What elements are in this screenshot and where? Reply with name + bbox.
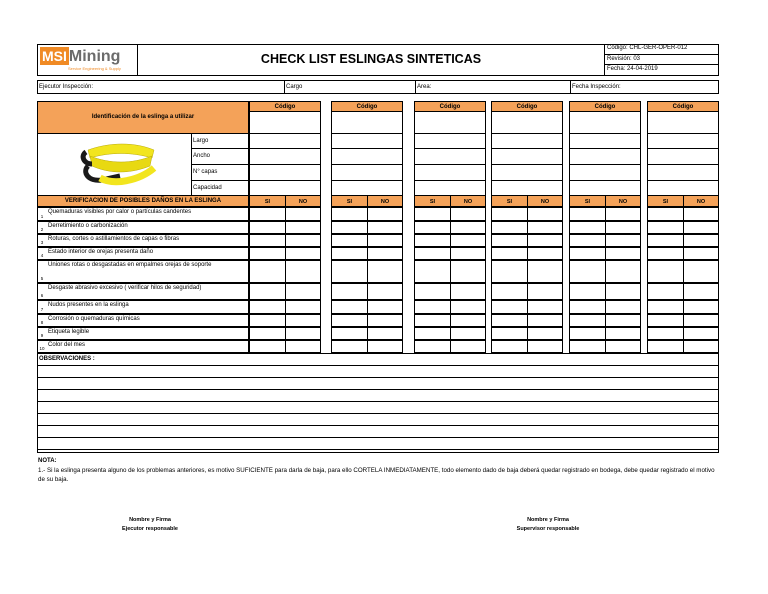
no-checkbox-cell[interactable] — [367, 300, 403, 314]
si-checkbox-cell[interactable] — [414, 300, 451, 314]
no-checkbox-cell[interactable] — [367, 314, 403, 327]
no-checkbox-cell[interactable] — [450, 314, 486, 327]
si-checkbox-cell[interactable] — [569, 207, 606, 221]
doc-meta — [604, 44, 719, 76]
si-checkbox-cell[interactable] — [249, 234, 286, 247]
info-divider — [415, 80, 416, 94]
ident-value-cell[interactable] — [647, 133, 719, 149]
si-checkbox-cell[interactable] — [331, 283, 368, 300]
no-checkbox-cell[interactable] — [527, 300, 563, 314]
si-checkbox-cell[interactable] — [249, 247, 286, 260]
verif-item-row — [37, 260, 249, 283]
no-checkbox-cell[interactable] — [367, 327, 403, 340]
verif-item-text: Desgaste abrasivo excesivo ( verificar hilos de seguridad) — [48, 285, 202, 291]
si-checkbox-cell[interactable] — [647, 207, 684, 221]
ident-title: Identificación de la eslinga a utilizar — [91, 114, 195, 120]
si-checkbox-cell[interactable] — [249, 340, 286, 353]
no-checkbox-cell[interactable] — [450, 247, 486, 260]
firma-left-name: Nombre y Firma — [129, 517, 171, 523]
verif-item-text: Quemaduras visibles por calor o partículas candentes — [48, 209, 192, 215]
no-checkbox-cell[interactable] — [605, 300, 641, 314]
ident-value-cell[interactable] — [647, 180, 719, 196]
no-checkbox-cell[interactable] — [527, 207, 563, 221]
si-checkbox-cell[interactable] — [491, 221, 528, 234]
si-checkbox-cell[interactable] — [249, 300, 286, 314]
observaciones-line[interactable] — [37, 425, 719, 426]
no-checkbox-cell[interactable] — [605, 247, 641, 260]
verif-item-number: 5 — [40, 276, 44, 281]
observaciones-line[interactable] — [37, 437, 719, 438]
verif-item-number: 10 — [39, 346, 45, 351]
no-checkbox-cell[interactable] — [285, 260, 321, 283]
firma-right-role: Supervisor responsable — [516, 526, 580, 532]
info-divider — [284, 80, 285, 94]
si-checkbox-cell[interactable] — [414, 283, 451, 300]
verif-item-row — [37, 327, 249, 340]
ident-value-cell[interactable] — [647, 148, 719, 165]
si-checkbox-cell[interactable] — [331, 300, 368, 314]
no-checkbox-cell[interactable] — [527, 260, 563, 283]
si-checkbox-cell[interactable] — [647, 260, 684, 283]
si-checkbox-cell[interactable] — [491, 327, 528, 340]
no-checkbox-cell[interactable] — [605, 221, 641, 234]
ident-value-cell[interactable] — [249, 164, 321, 181]
no-checkbox-cell[interactable] — [450, 207, 486, 221]
si-checkbox-cell[interactable] — [414, 234, 451, 247]
no-checkbox-cell[interactable] — [683, 234, 719, 247]
ident-labels — [191, 133, 249, 197]
si-header: SI — [491, 195, 528, 207]
codigo-header: Código — [647, 101, 719, 112]
ident-value-cell[interactable] — [414, 148, 486, 165]
no-checkbox-cell[interactable] — [527, 314, 563, 327]
no-checkbox-cell[interactable] — [285, 247, 321, 260]
verif-item-text: Roturas, cortes o astillamientos de capas o fibras — [48, 236, 180, 242]
si-checkbox-cell[interactable] — [331, 260, 368, 283]
no-checkbox-cell[interactable] — [367, 207, 403, 221]
codigo-header: Código — [249, 101, 321, 112]
si-checkbox-cell[interactable] — [491, 247, 528, 260]
ident-value-cell[interactable] — [647, 164, 719, 181]
si-checkbox-cell[interactable] — [491, 283, 528, 300]
verif-item-number: 4 — [40, 253, 44, 258]
no-checkbox-cell[interactable] — [605, 207, 641, 221]
si-checkbox-cell[interactable] — [331, 327, 368, 340]
si-checkbox-cell[interactable] — [647, 234, 684, 247]
logo-msi: MSI — [42, 48, 67, 64]
no-checkbox-cell[interactable] — [605, 327, 641, 340]
no-checkbox-cell[interactable] — [683, 260, 719, 283]
observaciones-label: OBSERVACIONES : — [39, 356, 95, 362]
si-checkbox-cell[interactable] — [491, 300, 528, 314]
doc-revision: Revisión: 03 — [605, 55, 719, 65]
si-header: SI — [569, 195, 606, 207]
no-checkbox-cell[interactable] — [683, 300, 719, 314]
si-checkbox-cell[interactable] — [647, 247, 684, 260]
verif-item-row — [37, 221, 249, 234]
no-checkbox-cell[interactable] — [683, 327, 719, 340]
ident-value-cell[interactable] — [491, 133, 563, 149]
observaciones-line[interactable] — [37, 449, 719, 450]
ident-value-cell[interactable] — [491, 148, 563, 165]
verif-item-number: 7 — [40, 307, 44, 312]
si-checkbox-cell[interactable] — [249, 221, 286, 234]
si-checkbox-cell[interactable] — [249, 314, 286, 327]
si-checkbox-cell[interactable] — [414, 247, 451, 260]
si-checkbox-cell[interactable] — [249, 207, 286, 221]
codigo-header: Código — [569, 101, 641, 112]
si-checkbox-cell[interactable] — [414, 327, 451, 340]
si-checkbox-cell[interactable] — [569, 283, 606, 300]
fecha-inspeccion-label[interactable]: Fecha Inspección: — [572, 84, 621, 90]
verif-item-row — [37, 340, 249, 353]
si-checkbox-cell[interactable] — [331, 247, 368, 260]
no-checkbox-cell[interactable] — [367, 340, 403, 353]
ident-label: N° capas — [192, 165, 249, 181]
verif-item-number: 2 — [40, 227, 44, 232]
codigo-value-cell[interactable] — [331, 111, 403, 134]
si-checkbox-cell[interactable] — [569, 340, 606, 353]
ident-value-cell[interactable] — [414, 164, 486, 181]
no-checkbox-cell[interactable] — [367, 283, 403, 300]
no-checkbox-cell[interactable] — [367, 221, 403, 234]
observaciones-box — [37, 353, 719, 453]
observaciones-line[interactable] — [37, 389, 719, 390]
no-checkbox-cell[interactable] — [450, 300, 486, 314]
verif-item-text: Uniones rotas o desgastadas en empalmes orejas de soporte — [48, 262, 212, 268]
si-checkbox-cell[interactable] — [491, 314, 528, 327]
no-checkbox-cell[interactable] — [683, 314, 719, 327]
no-header: NO — [605, 195, 641, 207]
no-checkbox-cell[interactable] — [285, 327, 321, 340]
verif-item-text: Etiqueta legible — [48, 329, 90, 335]
si-checkbox-cell[interactable] — [647, 314, 684, 327]
nota-title: NOTA: — [38, 458, 57, 464]
ident-value-cell[interactable] — [331, 164, 403, 181]
si-checkbox-cell[interactable] — [414, 260, 451, 283]
verif-item-text: Derretimiento o carbonización — [48, 223, 128, 229]
no-checkbox-cell[interactable] — [683, 221, 719, 234]
si-checkbox-cell[interactable] — [569, 314, 606, 327]
no-checkbox-cell[interactable] — [450, 260, 486, 283]
no-checkbox-cell[interactable] — [527, 247, 563, 260]
verif-item-row — [37, 314, 249, 327]
logo — [38, 45, 138, 75]
ident-value-cell[interactable] — [331, 133, 403, 149]
verif-item-row — [37, 283, 249, 300]
si-checkbox-cell[interactable] — [491, 260, 528, 283]
observaciones-line[interactable] — [37, 413, 719, 414]
si-checkbox-cell[interactable] — [331, 234, 368, 247]
verif-item-number: 1 — [40, 214, 44, 219]
si-checkbox-cell[interactable] — [569, 327, 606, 340]
firma-right-name: Nombre y Firma — [527, 517, 569, 523]
sling-image — [80, 136, 162, 192]
codigo-value-cell[interactable] — [491, 111, 563, 134]
no-checkbox-cell[interactable] — [527, 327, 563, 340]
no-checkbox-cell[interactable] — [527, 234, 563, 247]
no-checkbox-cell[interactable] — [527, 340, 563, 353]
no-checkbox-cell[interactable] — [605, 260, 641, 283]
observaciones-line[interactable] — [37, 365, 719, 366]
si-checkbox-cell[interactable] — [647, 340, 684, 353]
verif-item-text: Estado interior de orejas presenta daño — [48, 249, 154, 255]
observaciones-line[interactable] — [37, 377, 719, 378]
ident-value-cell[interactable] — [569, 180, 641, 196]
si-checkbox-cell[interactable] — [414, 314, 451, 327]
cargo-label[interactable]: Cargo — [286, 84, 303, 90]
ident-value-cell[interactable] — [414, 180, 486, 196]
no-checkbox-cell[interactable] — [450, 234, 486, 247]
ident-value-cell[interactable] — [249, 133, 321, 149]
verif-item-text: Corrosión o quemaduras químicas — [48, 316, 140, 322]
si-checkbox-cell[interactable] — [331, 314, 368, 327]
logo-tagline: Service Engineering & Supply — [68, 66, 121, 71]
si-checkbox-cell[interactable] — [331, 221, 368, 234]
ident-value-cell[interactable] — [569, 133, 641, 149]
si-checkbox-cell[interactable] — [569, 260, 606, 283]
no-checkbox-cell[interactable] — [450, 327, 486, 340]
no-checkbox-cell[interactable] — [285, 221, 321, 234]
doc-date: Fecha: 24-04-2019 — [607, 66, 658, 72]
no-checkbox-cell[interactable] — [683, 340, 719, 353]
no-checkbox-cell[interactable] — [683, 283, 719, 300]
no-header: NO — [367, 195, 403, 207]
no-checkbox-cell[interactable] — [367, 247, 403, 260]
verif-item-text: Nudos presentes en la eslinga — [48, 302, 129, 308]
no-header: NO — [450, 195, 486, 207]
verif-item-row — [37, 207, 249, 221]
ident-label: Ancho — [192, 149, 249, 165]
no-checkbox-cell[interactable] — [605, 314, 641, 327]
verif-item-number: 6 — [40, 293, 44, 298]
si-checkbox-cell[interactable] — [647, 283, 684, 300]
no-checkbox-cell[interactable] — [285, 283, 321, 300]
si-checkbox-cell[interactable] — [249, 260, 286, 283]
ident-value-cell[interactable] — [331, 148, 403, 165]
observaciones-line[interactable] — [37, 401, 719, 402]
ident-value-cell[interactable] — [569, 164, 641, 181]
no-checkbox-cell[interactable] — [285, 300, 321, 314]
no-header: NO — [527, 195, 563, 207]
no-checkbox-cell[interactable] — [683, 207, 719, 221]
codigo-value-cell[interactable] — [414, 111, 486, 134]
no-checkbox-cell[interactable] — [285, 207, 321, 221]
si-checkbox-cell[interactable] — [491, 340, 528, 353]
si-checkbox-cell[interactable] — [569, 247, 606, 260]
no-checkbox-cell[interactable] — [285, 340, 321, 353]
verif-item-row — [37, 247, 249, 260]
logo-mining: Mining — [68, 48, 121, 65]
verif-item-row — [37, 300, 249, 314]
si-checkbox-cell[interactable] — [414, 340, 451, 353]
no-checkbox-cell[interactable] — [683, 247, 719, 260]
si-checkbox-cell[interactable] — [647, 221, 684, 234]
no-checkbox-cell[interactable] — [450, 283, 486, 300]
si-checkbox-cell[interactable] — [647, 300, 684, 314]
ident-value-cell[interactable] — [331, 180, 403, 196]
ident-value-cell[interactable] — [414, 133, 486, 149]
no-checkbox-cell[interactable] — [367, 260, 403, 283]
codigo-header: Código — [331, 101, 403, 112]
no-checkbox-cell[interactable] — [527, 283, 563, 300]
ejecutor-label[interactable]: Ejecutor Inspección: — [39, 84, 94, 90]
ident-value-cell[interactable] — [491, 164, 563, 181]
ident-label: Capacidad — [192, 181, 249, 197]
si-checkbox-cell[interactable] — [414, 221, 451, 234]
codigo-value-cell[interactable] — [569, 111, 641, 134]
no-checkbox-cell[interactable] — [605, 234, 641, 247]
verif-item-row — [37, 234, 249, 247]
si-checkbox-cell[interactable] — [249, 283, 286, 300]
no-checkbox-cell[interactable] — [605, 340, 641, 353]
verif-item-number: 9 — [40, 333, 44, 338]
no-header: NO — [683, 195, 719, 207]
si-checkbox-cell[interactable] — [491, 207, 528, 221]
si-checkbox-cell[interactable] — [647, 327, 684, 340]
verif-item-text: Color del mes — [48, 342, 86, 348]
no-checkbox-cell[interactable] — [527, 221, 563, 234]
no-checkbox-cell[interactable] — [450, 221, 486, 234]
si-header: SI — [249, 195, 286, 207]
firma-left-role: Ejecutor responsable — [122, 526, 178, 532]
page-title: CHECK LIST ESLINGAS SINTETICAS — [260, 52, 482, 66]
doc-code: Código: CHL-GER-OPER-012 — [605, 44, 719, 55]
ident-value-cell[interactable] — [569, 148, 641, 165]
si-checkbox-cell[interactable] — [331, 340, 368, 353]
no-checkbox-cell[interactable] — [367, 234, 403, 247]
verif-item-number: 8 — [40, 320, 44, 325]
si-checkbox-cell[interactable] — [569, 221, 606, 234]
codigo-header: Código — [414, 101, 486, 112]
si-checkbox-cell[interactable] — [569, 234, 606, 247]
info-divider — [570, 80, 571, 94]
si-checkbox-cell[interactable] — [569, 300, 606, 314]
ident-label: Largo — [192, 134, 249, 149]
si-checkbox-cell[interactable] — [249, 327, 286, 340]
verif-title: VERIFICACION DE POSIBLES DAÑOS EN LA ESLINGA — [64, 198, 222, 204]
verif-item-number: 3 — [40, 240, 44, 245]
si-checkbox-cell[interactable] — [414, 207, 451, 221]
no-checkbox-cell[interactable] — [450, 340, 486, 353]
codigo-value-cell[interactable] — [647, 111, 719, 134]
si-header: SI — [331, 195, 368, 207]
no-checkbox-cell[interactable] — [285, 314, 321, 327]
no-checkbox-cell[interactable] — [285, 234, 321, 247]
codigo-value-cell[interactable] — [249, 111, 321, 134]
si-checkbox-cell[interactable] — [331, 207, 368, 221]
no-checkbox-cell[interactable] — [605, 283, 641, 300]
ident-value-cell[interactable] — [249, 148, 321, 165]
si-checkbox-cell[interactable] — [491, 234, 528, 247]
codigo-header: Código — [491, 101, 563, 112]
area-label[interactable]: Area: — [417, 84, 432, 90]
si-header: SI — [647, 195, 684, 207]
ident-value-cell[interactable] — [491, 180, 563, 196]
no-header: NO — [285, 195, 321, 207]
si-header: SI — [414, 195, 451, 207]
nota-text: 1.- Si la eslinga presenta alguno de los problemas anteriores, es motivo SUFICIENTE para darla de baja, para ello CORTELA INMEDIATAMENTE, todo elemento dado de baja deberá quedar registrado en bodega, debe quedar registrado el motivo de su baja. — [38, 467, 715, 483]
ident-value-cell[interactable] — [249, 180, 321, 196]
